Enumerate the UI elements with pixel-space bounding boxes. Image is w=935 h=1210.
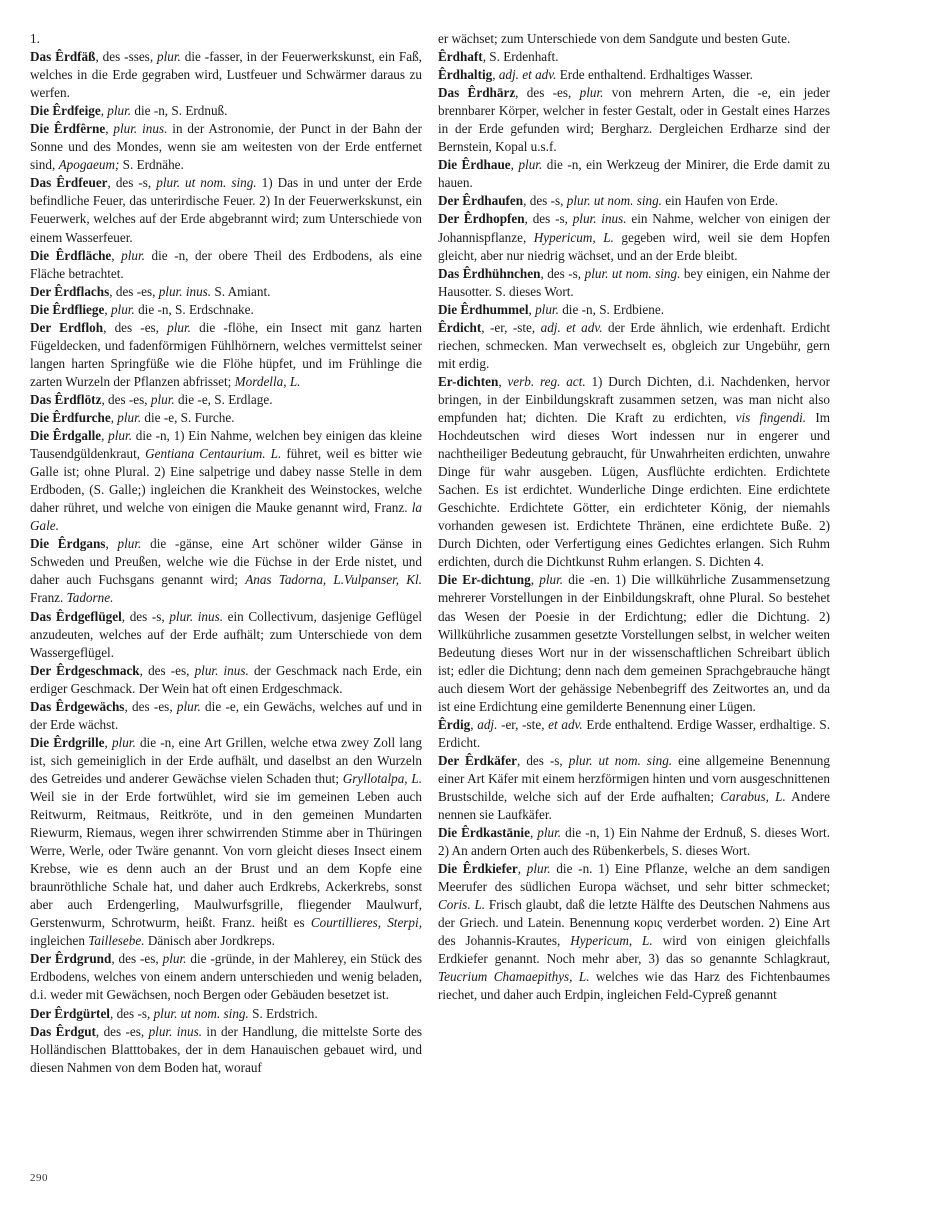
dictionary-entry xyxy=(438,48,830,66)
entry-italic-text: Hypericum, L. xyxy=(570,933,653,949)
entry-headword: Die Er-dichtung xyxy=(438,572,531,588)
entry-text: eine allgemeine Benennung einer Art Käfer mit einem herzförmigen hinten und vorn ausgeschnittenen Brustschilde, welche sich auf der Erde aufhalten; xyxy=(438,752,830,804)
entry-italic-text: vis fingendi. xyxy=(735,409,807,425)
entry-text: Franz. xyxy=(30,590,67,606)
entry-italic-text: Anas Tadorna, L.Vulpanser, Kl. xyxy=(245,572,422,588)
dictionary-entry xyxy=(438,571,830,715)
entry-headword: Die Êrdfläche xyxy=(30,247,112,263)
dictionary-entry xyxy=(30,1005,422,1023)
entry-text: , des -es, xyxy=(101,391,151,407)
entry-headword: Die Êrdkiefer xyxy=(438,861,518,877)
dictionary-entry xyxy=(30,409,422,427)
entry-text: , des -s, xyxy=(517,752,569,768)
dictionary-entry xyxy=(438,824,830,860)
entry-text: Andere nennen sie Laufkäfer. xyxy=(438,788,830,823)
dictionary-entry xyxy=(30,734,422,951)
dictionary-entry xyxy=(30,247,422,283)
entry-text: die -n, ein Werkzeug der Minirer, die Erde damit zu hauen. xyxy=(438,157,831,191)
entry-text: , xyxy=(105,121,114,137)
entry-italic-text: Teucrium Chamaepithys, L. xyxy=(438,969,590,985)
entry-text: Erde enthaltend. Erdhaltiges Wasser. xyxy=(556,67,753,83)
dictionary-entry xyxy=(438,860,830,1004)
entry-text: , xyxy=(101,428,109,444)
entry-headword: Das Êrdfeuer xyxy=(30,175,108,191)
entry-headword: Die Êrdfêrne xyxy=(30,121,106,137)
entry-italic-text: plur. xyxy=(117,536,142,552)
entry-text: , xyxy=(104,734,112,750)
entry-headword: Das Êrdhārz xyxy=(438,85,516,101)
entry-text: von mehrern Arten, die -e, ein jeder brennbarer Körper, welcher in fester Gestalt, oder in Gestalt eines Harzes in der Erde gefunden wird; Bergharz. Dergleichen Erdharze sind der Bernstein, Kopal u.s.f. xyxy=(438,85,830,155)
entry-text: , xyxy=(510,157,519,173)
entry-italic-text: plur. xyxy=(579,85,604,101)
dictionary-entry xyxy=(438,66,830,84)
entry-headword: Êrdicht xyxy=(438,319,482,335)
entry-italic-text: plur. xyxy=(162,951,187,967)
entry-text: führet, weil es bitter wie Galle ist; ohne Plural. 2) Eine salpetrige und dabey nasse Stelle in dem Erdboden, (S. Galle;) ingleichen die Krankheit des Weinstockes, welche daher rühret, und welche von einigen die Mauke genannt wird, Franz. xyxy=(30,446,423,516)
entry-text: die -n, der obere Theil des Erdbodens, als eine Fläche betrachtet. xyxy=(30,247,423,281)
entry-italic-text: plur. xyxy=(539,572,564,588)
entry-text: , des -s, xyxy=(523,193,567,209)
entry-text: die -fasser, in der Feuerwerkskunst, ein Faß, welches in die Erde gegraben wird, Lustfeuer und Schwärmer daraus zu werfen. xyxy=(30,49,422,101)
entry-italic-text: plur. ut nom. sing. xyxy=(568,752,673,768)
entry-headword: Das Êrdgewächs xyxy=(30,698,125,714)
entry-italic-text: plur. ut nom. sing. xyxy=(584,265,681,281)
left-column xyxy=(30,30,422,1077)
entry-text: ein Nahme, welcher von einigen der Johannispflanze, xyxy=(438,211,830,245)
entry-italic-text: plur. xyxy=(107,103,132,119)
entry-text: die -n, 1) Ein Nahme, welchen bey einigen das kleine Tausendgüldenkraut, xyxy=(30,428,422,462)
entry-italic-text: plur. ut nom. sing. xyxy=(566,193,662,209)
entry-headword: Die Êrdfliege xyxy=(30,301,105,317)
entry-headword: Êrdig xyxy=(438,716,471,732)
entry-text: S. Erdstrich. xyxy=(248,1005,318,1021)
entry-text: Erde enthaltend. Erdige Wasser, erdhaltige. S. Erdicht. xyxy=(438,716,830,750)
entry-headword: Das Êrdfäß xyxy=(30,49,96,65)
entry-italic-text: Mordella, L. xyxy=(234,373,301,389)
entry-text: die -n, 1) Ein Nahme der Erdnuß, S. dieses Wort. 2) An andern Orten auch des Rübenkerbels, S. dieses Wort. xyxy=(438,825,831,859)
entry-italic-text: plur. inus. xyxy=(169,608,224,624)
entry-text: , des -es, xyxy=(109,283,159,299)
entry-headword: Das Êrdgut xyxy=(30,1023,96,1039)
entry-headword: Der Êrdgürtel xyxy=(30,1005,110,1021)
dictionary-entry xyxy=(438,210,830,264)
entry-headword: Die Êrdkastānie xyxy=(438,825,530,841)
dictionary-entry xyxy=(30,535,422,607)
entry-text: 1) Durch Dichten, d.i. Nachdenken, hervor bringen, in der Einbildungskraft zusammen setzen, was man nicht also empfunden hat; dichten. Die Kraft zu erdichten, xyxy=(438,373,830,425)
entry-headword: Das Êrdflötz xyxy=(30,391,102,407)
entry-text: gegeben wird, weil sie dem Hopfen gleicht, aber nur niedrig wächset, und an der Erde bleibt. xyxy=(438,229,830,263)
dictionary-entry xyxy=(438,716,830,752)
entry-italic-text: plur. inus. xyxy=(572,211,627,227)
entry-text: , des -s, xyxy=(121,608,170,624)
entry-italic-text: Courtillieres, Sterpi, xyxy=(310,915,422,931)
entry-italic-text: Taillesebe. xyxy=(88,933,145,949)
entry-headword: Êrdhaft xyxy=(438,49,483,65)
entry-italic-text: plur. xyxy=(111,734,136,750)
entry-headword: Der Êrdgeschmack xyxy=(30,662,140,678)
entry-italic-text: plur. xyxy=(518,157,543,173)
entry-italic-text: plur. xyxy=(535,301,559,317)
entry-italic-text: plur. inus. xyxy=(148,1023,203,1039)
entry-text: , des -s, xyxy=(109,1005,154,1021)
dictionary-entry xyxy=(438,319,830,373)
entry-text: , xyxy=(498,373,508,389)
entry-text: welches wie das Harz des Fichtenbaumes riechet, und daher auch Erdpin, ingleichen Feld-Cypreß genannt xyxy=(438,969,831,1003)
entry-italic-text: Carabus, L. xyxy=(720,788,786,804)
entry-italic-text: adj. et adv. xyxy=(498,67,557,83)
entry-text: , -er, -ste, xyxy=(481,319,541,335)
entry-headword: Der Erdfloh xyxy=(30,319,104,335)
entry-text: die -gründe, in der Mahlerey, ein Stück des Erdbodens, welches von einem andern unterschieden und wenig beladen, d.i. weder mit Gewächsen, noch Bergen oder Gebäuden besetzet ist. xyxy=(30,951,422,1003)
entry-text: , des -es, xyxy=(124,698,177,714)
dictionary-entry xyxy=(30,283,422,301)
entry-text: in der Astronomie, der Punct in der Bahn der Sonne und des Mondes, wenn sie am weitesten von der Erde entfernet sind, xyxy=(30,121,422,173)
entry-text: Im Hochdeutschen wird dieses Wort indessen nur in engerer und nachtheiliger Bedeutung gebraucht, für Unwahrheiten erdichten, unwahre Dinge für wahr ausgeben. Lügen, Ausflüchte erdichten. Erdichtete Sachen. Es ist erdichtet. Wunderliche Dinge erdichten. Eine erdichtete Geschichte. Erdichtete Götter, ein erdichteter König, der niemahls vorhanden gewesen ist. Erdichtete Thränen, eine erdichtete Buße. 2) Durch Dichten, oder Verfertigung eines Gedichtes erlangen. Sich Ruhm erdichten, durch die Dichtkunst Ruhm erlangen. S. Dichten 4. xyxy=(438,409,830,570)
entry-text: , xyxy=(517,861,527,877)
entry-text: die -n, eine Art Grillen, welche etwa zwey Zoll lang ist, sich gemeiniglich in der Erde aufhält, und daselbst an den Wurzeln des Getreides und anderer Gewächse vielen Schaden thut; xyxy=(30,734,422,786)
page-number: 290 xyxy=(30,1172,48,1184)
entry-headword: Die Êrdgans xyxy=(30,536,106,552)
entry-italic-text: verb. reg. act. xyxy=(507,373,586,389)
entry-italic-text: plur. xyxy=(167,319,191,335)
entry-text: , xyxy=(470,716,478,732)
entry-text: in der Handlung, die mittelste Sorte des Holländischen Blatttobakes, der in dem Hanauischen gebauet wird, und diesen Nahmen von dem Boden hat, worauf xyxy=(30,1023,422,1075)
entry-italic-text: et adv. xyxy=(548,716,583,732)
page-marker: 1. xyxy=(30,31,40,46)
entry-text: wird von einigen gleichfalls Erdkiefer genannt. Noch mehr aber, 3) das so genannte Schlagkraut, xyxy=(438,933,830,967)
entry-text: die -e, S. Erdlage. xyxy=(174,391,273,407)
entry-text: , xyxy=(110,409,118,425)
entry-headword: Die Êrdgrille xyxy=(30,734,105,750)
entry-text: , des -s, xyxy=(524,211,573,227)
entry-text: , des -es, xyxy=(95,1023,149,1039)
dictionary-entry xyxy=(30,608,422,662)
entry-text: , des -sses, xyxy=(95,49,158,65)
entry-italic-text: plur. xyxy=(121,247,145,263)
entry-text: , des -es, xyxy=(103,319,168,335)
entry-text: , xyxy=(530,572,540,588)
entry-text: 1) Das in und unter der Erde befindliche Feuer, das unterirdische Feuer. 2) In der Feuerwerkskunst, ein Feuerwerk, welches auf der Erde abgebrannt wird; zum Unterschiede von einem Wasserfeuer. xyxy=(30,175,422,245)
entry-text: die -flöhe, ein Insect mit ganz harten Fügeldecken, und fadenförmigen Fühlhörnern, welches vermittelst seiner langen harten Springfüße wie die Flöhe hüpfet, und im Frühlinge die zarten Wurzeln der Pflanzen abfrisset; xyxy=(30,319,422,389)
entry-text: , xyxy=(104,301,111,317)
entry-headword: Er-dichten xyxy=(438,373,499,389)
entry-text: die -gänse, eine Art schöner wilder Gänse in Schweden und Preußen, welche wie die Füchse in der Erde nistet, und daher auch Fuchsgans genannt wird; xyxy=(30,536,422,588)
entry-headword: Der Êrdkäfer xyxy=(438,752,518,768)
entry-text: , des -es, xyxy=(515,85,580,101)
entry-text: S. Erdnähe. xyxy=(119,157,184,173)
entry-italic-text: Gryllotalpa, L. xyxy=(342,770,422,786)
entry-headword: Der Êrdhaufen xyxy=(438,193,524,209)
entry-text: , xyxy=(100,103,108,119)
entry-headword: Êrdhaltig xyxy=(438,67,493,83)
dictionary-entry xyxy=(438,84,830,156)
entry-text: ingleichen xyxy=(30,933,89,949)
entry-text: Weil sie in der Erde fortwühlet, wird sie im gemeinen Leben auch Reitwurm, Reitmaus, Reitkröte, und in den gemeinen Mundarten Riewurm, Riemaus, wegen ihrer schwirrenden Stimme aber in Thüringen Werre, Werle, oder Twäre genannt. Von vorn gleicht dieses Insect einem Krebse, wie es denn auch an der Brust und an dem Kopfe eine braunröthliche Schale hat, und daher auch Erdkrebs, Ackerkrebs, sonst aber auch Erdengerling, Maulwurfsgrille, fliegender Maulwurf, Gerstenwurm, Schrotwurm, heißt. Franz. heißt es xyxy=(30,788,422,931)
entry-headword: Das Êrdhühnchen xyxy=(438,265,541,281)
entry-italic-text: plur. xyxy=(108,428,132,444)
entry-italic-text: plur. ut nom. sing. xyxy=(156,175,257,191)
entry-italic-text: la Gale. xyxy=(30,500,422,534)
dictionary-entry xyxy=(438,265,830,301)
entry-italic-text: adj. et adv. xyxy=(540,319,603,335)
entry-italic-text: plur. xyxy=(537,825,562,841)
entry-headword: Die Êrdgalle xyxy=(30,428,102,444)
entry-headword: Die Êrdhaue xyxy=(438,157,511,173)
right-column xyxy=(438,30,830,1005)
entry-text: die -n, S. Erdnuß. xyxy=(131,103,228,119)
entry-text: die -en. 1) Die willkührliche Zusammensetzung mehrerer Vorstellungen in der Einbildungskraft, ohne Plural. So bestehet das Wesen der Poesie in der Erdichtung; edler die Dichtung. 2) Willkührliche zusammen gesetzte Vorstellungen selbst, in welcher weiten Bedeutung dieses Wort nur in der wissenschaftlichen Schreibart üblich ist; edler die Dichtung; denn nach dem gemeinen Sprachgebrauche hängt auch diesem Wort der gehässige Nebenbegriff des Zeitwortes an, und da ist eine Erdichtung eine gemilderte Benennung einer Lügen. xyxy=(438,572,830,714)
entry-headword: Der Êrdhopfen xyxy=(438,211,525,227)
entry-italic-text: plur. ut nom. sing. xyxy=(153,1005,249,1021)
entry-text: der Erde ähnlich, wie erdenhaft. Erdicht riechen, schmecken. Man verwechselt es, obgleich zur Ungebühr, gern mit erdig. xyxy=(438,319,830,371)
entry-headword: Der Êrdflachs xyxy=(30,283,110,299)
entry-text: , xyxy=(529,825,538,841)
entry-italic-text: plur. inus. xyxy=(194,662,249,678)
entry-italic-text: Tadorne. xyxy=(66,590,114,606)
dictionary-entry xyxy=(438,30,830,48)
entry-italic-text: plur. xyxy=(117,409,142,425)
entry-italic-text: plur. inus. xyxy=(158,283,212,299)
entry-headword: Der Êrdgrund xyxy=(30,951,112,967)
entry-text: die -n, S. Erdbiene. xyxy=(558,301,665,317)
entry-text: ein Collectivum, dasjenige Geflügel anzudeuten, welches auf der Erde aufhält; zum Unterschiede von dem Wassergeflügel. xyxy=(30,608,422,660)
entry-text: S. Amiant. xyxy=(211,283,271,299)
dictionary-entry xyxy=(30,950,422,1004)
entry-headword: Die Êrdfeige xyxy=(30,103,101,119)
entry-text: Dänisch aber Jordkreps. xyxy=(144,933,275,949)
dictionary-entry xyxy=(30,120,422,174)
entry-italic-text: adj. xyxy=(477,716,498,732)
entry-headword: Das Êrdgeflügel xyxy=(30,608,122,624)
entry-text: er wächset; zum Unterschiede von dem Sandgute und besten Gute. xyxy=(438,31,791,46)
entry-text: ein Haufen von Erde. xyxy=(661,193,779,209)
dictionary-entry xyxy=(30,174,422,246)
entry-text: , xyxy=(528,301,536,317)
dictionary-entry xyxy=(438,156,830,192)
dictionary-entry xyxy=(30,662,422,698)
entry-text: , des -es, xyxy=(139,662,195,678)
dictionary-entry xyxy=(30,48,422,102)
dictionary-entry xyxy=(30,319,422,391)
entry-text: , des -s, xyxy=(540,265,585,281)
entry-italic-text: plur. xyxy=(176,698,201,714)
dictionary-entry xyxy=(438,301,830,319)
entry-italic-text: Gentiana Centaurium. L. xyxy=(145,446,282,462)
entry-text: , des -es, xyxy=(111,951,163,967)
entry-headword: Die Êrdhummel xyxy=(438,301,529,317)
entry-italic-text: plur. xyxy=(110,301,135,317)
entry-text: die -e, ein Gewächs, welches auf und in der Erde wächst. xyxy=(30,698,422,732)
entry-italic-text: Coris. L. xyxy=(438,897,486,913)
entry-text: der Geschmack nach Erde, ein erdiger Geschmack. Der Wein hat oft einen Erdgeschmack. xyxy=(30,662,422,696)
entry-text: bey einigen, ein Nahme der Hausotter. S. dieses Wort. xyxy=(438,265,830,299)
entry-text: , xyxy=(492,67,499,83)
dictionary-entry xyxy=(30,427,422,535)
entry-headword: Die Êrdfurche xyxy=(30,409,111,425)
entry-text: , xyxy=(105,536,118,552)
dictionary-entry xyxy=(438,192,830,210)
entry-text: , xyxy=(111,247,122,263)
dictionary-entry xyxy=(30,698,422,734)
entry-italic-text: plur. xyxy=(526,861,551,877)
entry-italic-text: Hypericum, L. xyxy=(533,229,614,245)
entry-italic-text: plur. xyxy=(157,49,181,65)
entry-text: , S. Erdenhaft. xyxy=(482,49,559,65)
entry-italic-text: plur. inus. xyxy=(113,121,168,137)
dictionary-entry xyxy=(438,752,830,824)
entry-text: , des -s, xyxy=(107,175,157,191)
dictionary-entry xyxy=(30,102,422,120)
entry-text: die -e, S. Furche. xyxy=(141,409,235,425)
entry-text: -er, -ste, xyxy=(497,716,549,732)
entry-text: die -n. 1) Eine Pflanze, welche an dem sandigen Meerufer des südlichen Europa wächset, und sehr bitter schmecket; xyxy=(438,861,830,895)
dictionary-entry xyxy=(438,373,830,572)
dictionary-entry xyxy=(30,301,422,319)
entry-text: die -n, S. Erdschnake. xyxy=(134,301,254,317)
entry-italic-text: Apogaeum; xyxy=(58,157,120,173)
dictionary-entry xyxy=(30,1023,422,1077)
dictionary-entry xyxy=(30,391,422,409)
entry-text: Frisch glaubt, daß die letzte Hälfte des Deutschen Nahmens aus der Griech. und Latein. Benennung κορις verderbet worden. 2) Eine Art des Johannis-Krautes, xyxy=(438,897,830,949)
entry-italic-text: plur. xyxy=(150,391,175,407)
